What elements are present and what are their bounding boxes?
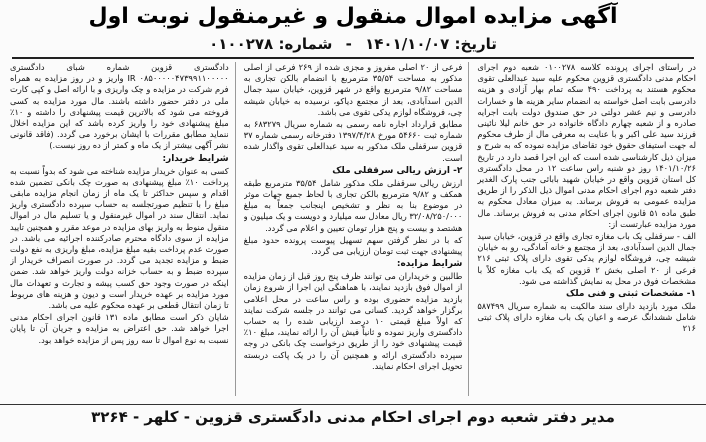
column-left bbox=[10, 62, 236, 396]
paragraph: دادگستری قزوین شماره شبای دادگستری ۰۸۵۰۰۰۰۰۴۷۳۹۹۱۱۰۰۰۰۰ IR واریز و در روز مزایده به همراه فرم شرکت در مزایده و چک واریزی و با ارائه اصل و کپی کارت ملی در دفتر حضور داشته باشند. مال مورد مزایده به کسی فروخته می شود که بالاترین قیمت پیشنهادی را داشته و ۱۰٪ مبلغ پیشنهادی خود را واریز کرده باشد که این مزایده اخلال ننماید مطابق مقررات با ایشان برخورد می گردد. (فاقد قانونی نشر آگهی بیشتر از یک ماه و کمتر از ده روز نیست.) bbox=[9, 62, 229, 151]
notice-date: تاریخ: ۱۴۰۱/۱۰/۰۷ bbox=[365, 35, 497, 53]
paragraph: الف - سرقفلی یک باب مغازه تجاری واقع در قزوین، خیابان سید جمال الدین اسدآبادی، بعد از مجتمع و خانه آمادگی، رو به خیابان شیشه چی، فروشگاه لوازم یدکی تقوی دارای پلاک ثبتی ۲۱۶ فرعی از ۲۰ اصلی بخش ۲ قزوین که یک باب مغازه کلاً با مشخصات فوق در محل به نمایش گذاشته می شود. bbox=[477, 231, 696, 286]
header-divider bbox=[12, 57, 694, 59]
column-right bbox=[477, 62, 696, 396]
paragraph: که با در نظر گرفتن سهم تسهیل پیوست پرونده حدود مبلغ پیشنهادی جهت ثبت تومان ارزیابی می گردد. bbox=[243, 234, 463, 257]
paragraph: کسی به عنوان خریدار مزایده شناخته می شود که بدواً نسبت به پرداخت ۱۰٪ مبلغ پیشنهادی به صورت چک بانکی تضمین شده اقدام و سپس حداکثر تا یک ماه از زمان انجام مزایده مابقی مبلغ را با تنظیم صورتجلسه به حساب سپرده دادگستری واریز نماید. انتقال سند در اموال غیرمنقول و یا تسلیم مال در اموال منقول منوط به واریز بهای مزایده در موعد مقرر و همچنین تایید مزایده از سوی دادگاه محترم صادرکننده اجرائیه می باشد. در صورت عدم پرداخت بقیه مبلغ مزایده، مبلغ واریزی به نفع دولت ضبط و مزایده تجدید می گردد. در صورت انصراف خریدار از سپرده ضبط و به حساب خزانه دولت واریز خواهد شد. ضمن اینکه در صورت وجود حق کسب پیشه و تجارت و تعهدات مال مورد مزایده بر عهده خریدار است و دیون و هزینه های مربوط تا زمان انتقال قطعی بر عهده محکوم علیه می باشد. bbox=[9, 165, 229, 311]
signature-line: مدیر دفتر شعبه دوم اجرای احکام مدنی دادگستری قزوین - کلهر - ۳۲۶۴ bbox=[0, 404, 706, 428]
paragraph: طالبین و خریداران می توانند ظرف پنج روز قبل از زمان مزایده از اموال فوق بازدید نمایند، با هماهنگی این اجرا از شروع زمان بازدید مزایده حضوری بوده و راس ساعت در محل اعلامی برگزار خواهد گردید. کسانی می توانند در جلسه شرکت نمایند که اولاً مبلغ قیمتی ۱۰ درصد ارزیابی شده را به حساب دادگستری واریز نموده و ثانیاً فیش آن را ارائه نمایند، مبلغ ۱۰٪ قیمت پیشنهادی خود را از طریق درخواست چک بانکی در وجه سپرده دادگستری ارائه و همچنین آن را در یک پاکت دربسته تحویل اجرای احکام نمایند. bbox=[243, 271, 463, 371]
paragraph: ارزش ریالی سرقفلی ملک مذکور شامل ۳۵/۵۴ مترمربع طبقه همکف و ۹/۸۲ مترمربع بالکن تجاری با لحاظ جمیع جهات موثر در موضوع بنا به نظر و تشخیص اینجانب جمعاً به مبلغ ۳۲/۰۸/۲۵۰/۰۰۰ ریال معادل سه میلیارد و دویست و یک میلیون و هشتصد و بیست و پنج هزار تومان تعیین و اعلام می گردد. bbox=[243, 177, 463, 233]
paragraph: در راستای اجرای پرونده کلاسه ۰۱۰۰۲۷۸ شعبه دوم اجرای احکام مدنی دادگستری قزوین محکوم علیه سید عبدالعلی تقوی محکوم هستند به پرداخت ۴۹۰ سکه تمام بهار آزادی و هزینه دادرسی بابت اصل خواسته به انضمام سایر هزینه ها و خسارات دادرسی و نیم عشر دولتی در حق صندوق دولت بابت اجرایه صادره و از شعبه چهارم دادگاه خانواده در حق خانم لیلا نائینی فرزند سید علی اکبر و با عنایت به معرفی مال از طرف محکوم له جهت استیفای حقوق خود تقاضای مزایده نموده که به شرح و میزان ذیل کارشناسی شده است که این اجرا قصد دارد در تاریخ ۱۴۰۱/۱۰/۲۶ روز دو شنبه راس ساعت ۱۲ در محل دادگستری کل استان قزوین واقع در خیابان شهید بابائی جنب پارک الغدیر دفتر شعبه دوم اجرای احکام مدنی اموال ذیل الذکر را از طریق مزایده عمومی به فروش برساند. به میزان معادل محکوم به طبق ماده ۵۱ قانون اجرای احکام مدنی به فروش برساند. مال مورد مزایده عبارتست از: bbox=[477, 62, 696, 229]
paragraph: مطابق قرارداد اجاره نامه رسمی به شماره سریال ۶۸۳۲۷۹ به شماره ثبت ۵۴۶۶۰ مورخ ۱۳۹۷/۴/۲۸ دفترخانه رسمی شماره ۳۷ قزوین سرقفلی ملک مذکور به سید عبدالعلی تقوی واگذار شده است. bbox=[243, 119, 463, 163]
notice-number: شماره: ۰۱۰۰۲۷۸ bbox=[209, 35, 333, 53]
paragraph: شایان ذکر است مطابق ماده ۱۳۱ قانون اجرای احکام مدنی اجرا خواهد شد. حق اعتراض به مزایده و جریان آن تا پایان نسبت به نوع اموال تا سه روز پس از مزایده خواهد بود. bbox=[9, 312, 229, 345]
paragraph: فرعی از ۲۰ اصلی مفروز و مجزی شده از ۲۶۹ فرعی از اصلی مذکور به مساحت ۳۵/۵۴ مترمربع با انضمام بالکن تجاری به مساحت ۹/۸۲ مترمربع واقع در شهر قزوین، خیابان سید جمال الدین اسدآبادی، بعد از مجتمع دیاکو، نرسیده به خیابان شیشه چی، فروشگاه لوازم یدکی تقوی می باشد. bbox=[243, 62, 463, 117]
notice-title: آگهی مزایده اموال منقول و غیرمنقول نوبت اول bbox=[88, 4, 618, 29]
section-heading: شرایط خریدار: bbox=[162, 153, 229, 164]
section-heading: ۲- ارزش ریالی سرقفلی ملک bbox=[332, 165, 463, 176]
notice-body bbox=[10, 62, 696, 396]
separator: - bbox=[345, 35, 352, 53]
paragraph: ملک مورد بازدید دارای سند مالکیت به شماره سریال ۵۸۷۴۹۹ شامل ششدانگ عرصه و اعیان یک باب مغازه دارای پلاک ثبتی ۲۱۶ bbox=[477, 301, 696, 334]
section-heading: ۱- مشخصات ثبتی و فنی ملک bbox=[566, 289, 696, 300]
column-middle bbox=[244, 62, 470, 396]
section-heading: شرایط مزایده: bbox=[396, 259, 463, 270]
notice-date-number bbox=[0, 34, 706, 54]
